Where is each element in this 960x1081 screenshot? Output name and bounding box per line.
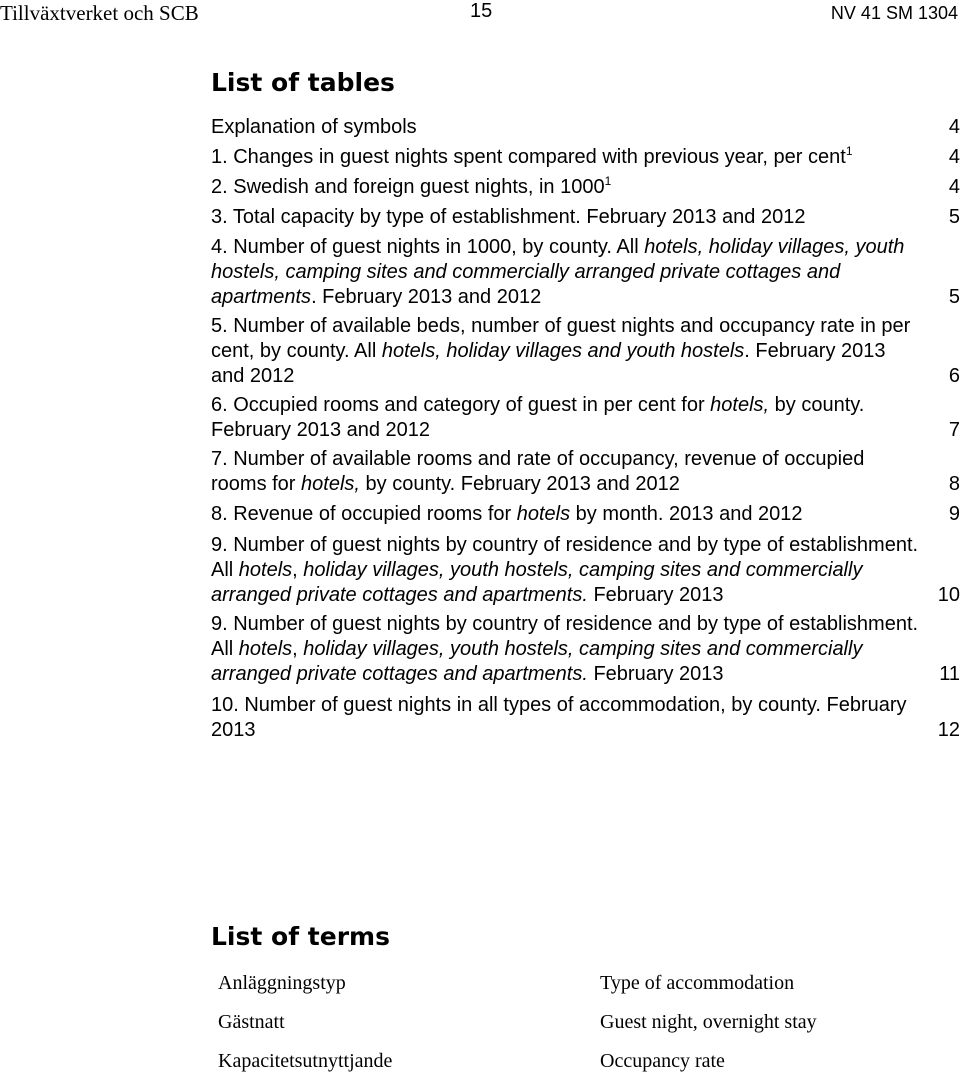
header-publisher: Tillväxtverket och SCB (0, 1, 199, 25)
toc-entry-text: . February 2013 and 2012 (211, 340, 886, 387)
toc-entry-page-number: 4 (948, 176, 960, 198)
terms-list (218, 964, 918, 1081)
toc-entry[interactable] (211, 502, 960, 527)
toc-entry-text: 7. Number of available rooms and rate of occupancy, revenue of occupied rooms for (211, 448, 865, 495)
toc-entry-text: hotels (516, 503, 571, 525)
toc-entry[interactable] (211, 612, 960, 687)
toc-entry-text: , (292, 638, 304, 660)
toc-entry-text: 9. Number of guest nights by country of residence and by type of establishment. All (211, 534, 919, 581)
toc-entry[interactable] (211, 175, 960, 200)
toc-entry-title (211, 612, 923, 687)
term-english: Occupancy rate (600, 1050, 725, 1072)
toc-entry-text: hotels (238, 638, 293, 660)
header-page-number: 15 (470, 0, 493, 22)
list-of-tables-title: List of tables (211, 68, 395, 97)
toc-entry-text: hotels, (710, 394, 770, 416)
term-row (218, 1042, 918, 1081)
toc-entry-text: February 2013 (587, 584, 724, 606)
page-header (0, 0, 960, 28)
term-swedish: Anläggningstyp (218, 972, 346, 994)
toc-entry[interactable] (211, 693, 960, 743)
toc-entry-title (211, 175, 923, 200)
toc-entry-text: , (292, 559, 304, 581)
toc-entry-text: February 2013 (587, 663, 724, 685)
toc-entry-page-number: 4 (948, 146, 960, 168)
toc-entry-text: Explanation of symbols (211, 116, 417, 138)
toc-entry-text: 9. Number of guest nights by country of residence and by type of establishment. All (211, 613, 919, 660)
toc-entry-text: 4. Number of guest nights in 1000, by county. All (211, 236, 645, 258)
term-row (218, 1003, 918, 1042)
term-row (218, 964, 918, 1003)
toc-entry-text: hotels, holiday villages, youth hostels, camping sites and commercially arranged private cottages and apartments (211, 236, 905, 308)
toc-entry-text: 3. Total capacity by type of establishment. February 2013 and 2012 (211, 206, 806, 228)
footnote-marker: 1 (845, 144, 853, 158)
toc-entry-title (211, 115, 923, 140)
toc-entry-title (211, 502, 923, 527)
toc-entry-page-number: 9 (948, 503, 960, 525)
toc-entry-page-number: 10 (937, 584, 960, 606)
toc-entry-text: holiday villages, youth hostels, camping sites and commercially arranged private cottages and apartments. (211, 559, 863, 606)
toc-entry-title (211, 533, 923, 608)
header-series-code: NV 41 SM 1304 (830, 3, 958, 23)
toc-entry-text: 8. Revenue of occupied rooms for (211, 503, 517, 525)
term-swedish: Kapacitetsutnyttjande (218, 1050, 393, 1072)
toc-entry-page-number: 11 (939, 663, 960, 685)
toc-entry-title (211, 145, 923, 170)
toc-entry-text: holiday villages, youth hostels, camping sites and commercially arranged private cottages and apartments. (211, 638, 863, 685)
toc-entry-page-number: 6 (948, 365, 960, 387)
toc-entry[interactable] (211, 205, 960, 230)
toc-entry-page-number: 7 (948, 419, 960, 441)
toc-entry-text: by month. 2013 and 2012 (570, 503, 803, 525)
term-swedish: Gästnatt (218, 1011, 285, 1033)
toc-entry-page-number: 4 (948, 116, 960, 138)
list-of-terms-title: List of terms (211, 922, 390, 951)
toc-entry-page-number: 5 (948, 286, 960, 308)
toc-entry-text: by county. February 2013 and 2012 (359, 473, 680, 495)
toc-entry-title (211, 235, 923, 310)
toc-entry-title (211, 205, 923, 230)
toc-entry-page-number: 5 (948, 206, 960, 228)
toc-entry-page-number: 12 (937, 719, 960, 741)
toc-entry-text: 10. Number of guest nights in all types of accommodation, by county. February 2013 (211, 694, 907, 741)
toc-entry-text: . February 2013 and 2012 (311, 286, 542, 308)
toc-entry-text: 2. Swedish and foreign guest nights, in 1000 (211, 176, 605, 198)
footnote-marker: 1 (604, 174, 612, 188)
toc-entry[interactable] (211, 235, 960, 310)
term-english: Guest night, overnight stay (600, 1011, 817, 1033)
toc-entry-text: hotels (238, 559, 293, 581)
toc-entry-text: by county. February 2013 and 2012 (211, 394, 865, 441)
toc-entry-text: hotels, holiday villages and youth hostels (381, 340, 745, 362)
toc-entry[interactable] (211, 314, 960, 389)
toc-entry-title (211, 447, 923, 497)
toc-entry-page-number: 8 (948, 473, 960, 495)
toc-entry[interactable] (211, 447, 960, 497)
toc-entry-text: 6. Occupied rooms and category of guest in per cent for (211, 394, 711, 416)
toc-entry[interactable] (211, 533, 960, 608)
toc-entry[interactable] (211, 145, 960, 170)
toc-entry[interactable] (211, 393, 960, 443)
toc-entry-text: 1. Changes in guest nights spent compared with previous year, per cent (211, 146, 846, 168)
toc-entry-title (211, 393, 923, 443)
table-of-contents (211, 115, 960, 743)
toc-entry-text: hotels, (301, 473, 360, 495)
toc-entry-title (211, 693, 923, 743)
toc-entry[interactable] (211, 115, 960, 140)
toc-entry-title (211, 314, 923, 389)
toc-entry-text: 5. Number of available beds, number of guest nights and occupancy rate in per cent, by county. All (211, 315, 911, 362)
term-english: Type of accommodation (600, 972, 795, 994)
